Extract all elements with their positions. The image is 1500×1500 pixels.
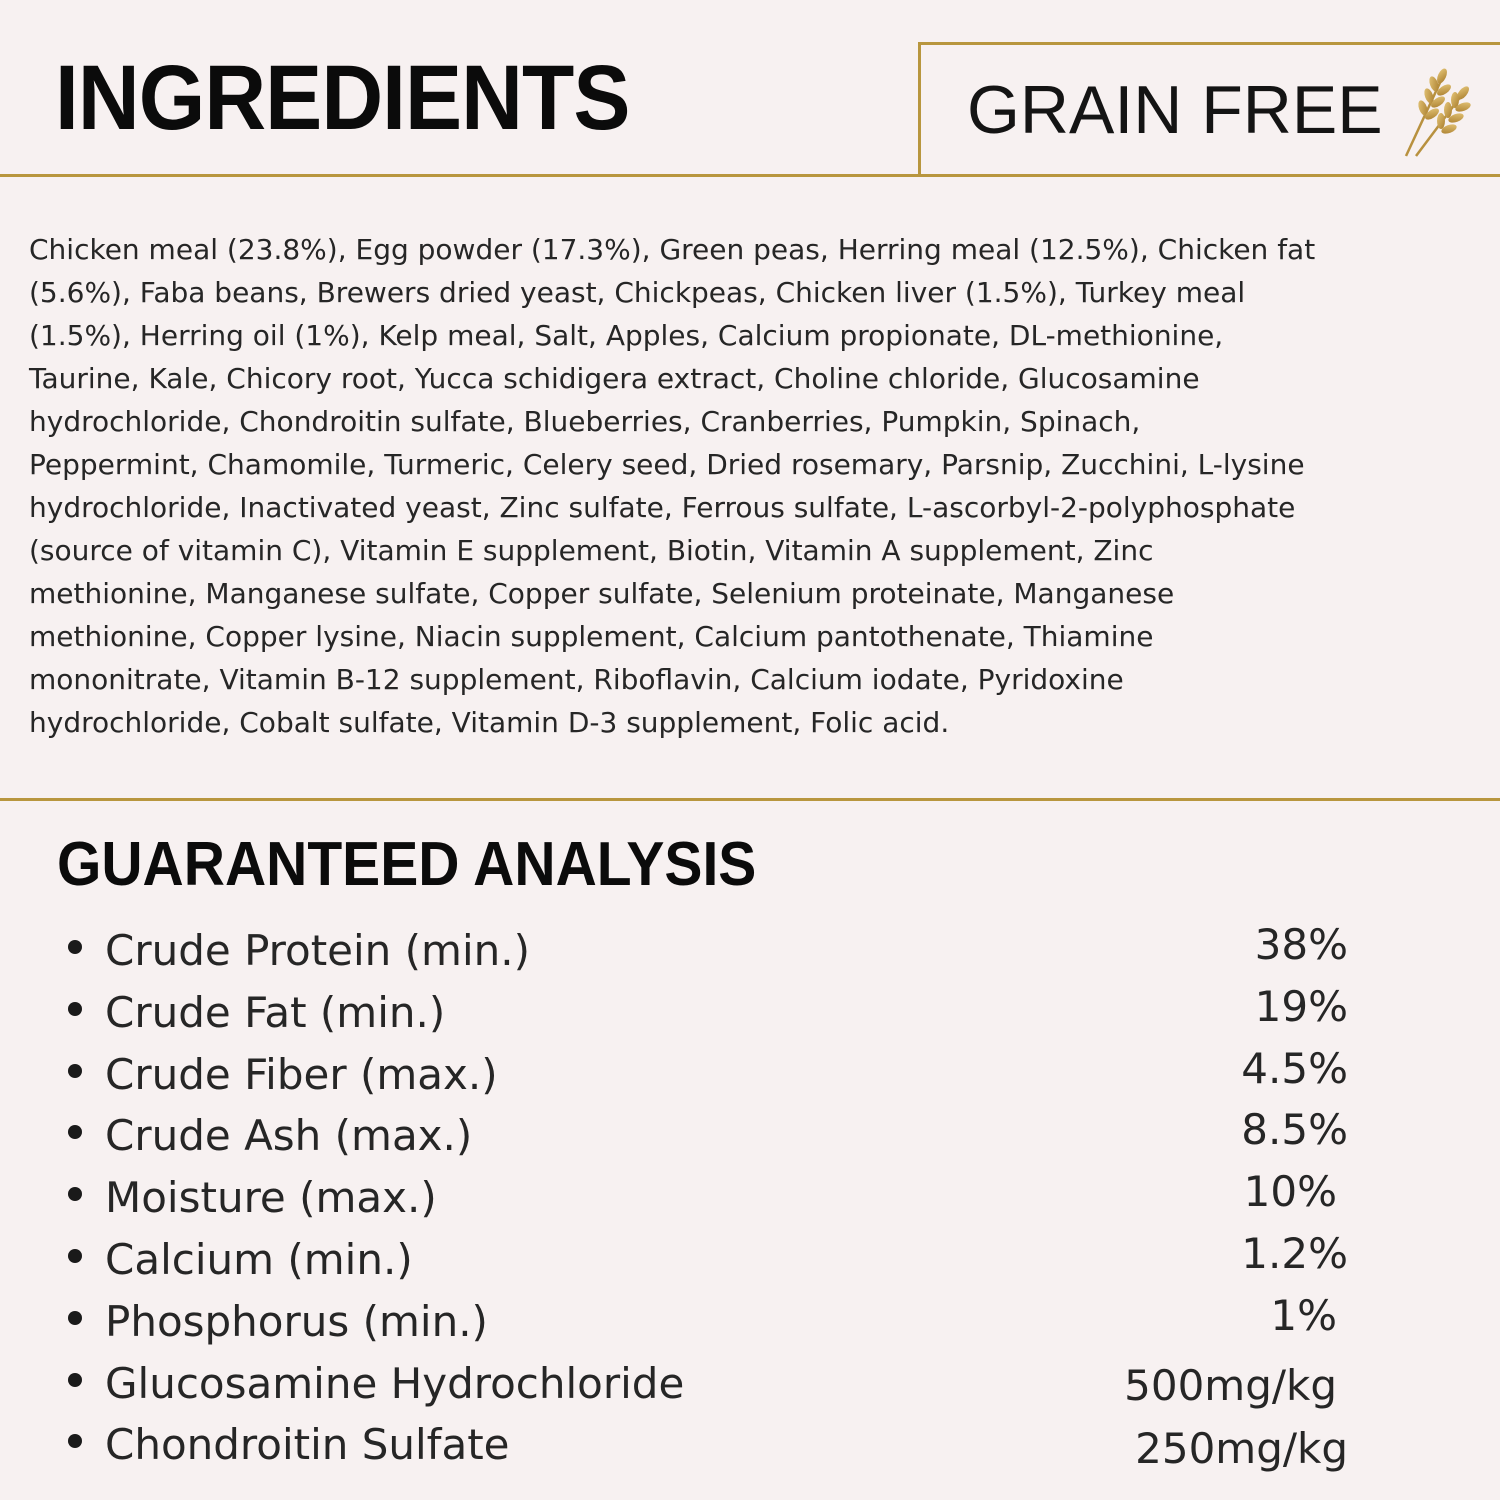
analysis-row [0,1289,1500,1351]
ingredients-line: hydrochloride, Cobalt sulfate, Vitamin D-3 supplement, Folic acid. [29,706,950,739]
analysis-row [0,1351,1500,1413]
ingredients-line: hydrochloride, Inactivated yeast, Zinc sulfate, Ferrous sulfate, L-ascorbyl-2-polyphosphate [29,491,1296,524]
analysis-value: 500mg/kg [1124,1360,1337,1410]
bullet-icon [68,940,82,954]
analysis-label: Crude Fiber (max.) [105,1049,498,1099]
ingredients-line: (source of vitamin C), Vitamin E supplement, Biotin, Vitamin A supplement, Zinc [29,534,1154,567]
analysis-value: 38% [1254,920,1348,969]
analysis-row [0,1227,1500,1289]
analysis-row [0,1042,1500,1104]
ingredients-line: mononitrate, Vitamin B-12 supplement, Riboflavin, Calcium iodate, Pyridoxine [29,663,1124,696]
header-bottom-rule [0,174,1500,177]
wheat-icon [1392,62,1472,158]
analysis-label: Calcium (min.) [105,1234,413,1284]
analysis-value: 250mg/kg [1135,1424,1348,1474]
analysis-value: 19% [1254,981,1348,1031]
ingredients-line: methionine, Manganese sulfate, Copper sulfate, Selenium proteinate, Manganese [29,577,1175,610]
analysis-value: 10% [1243,1167,1337,1217]
ingredients-title: INGREDIENTS [55,47,630,149]
section-divider [0,798,1500,801]
analysis-label: Crude Fat (min.) [105,987,446,1037]
ingredients-line: Taurine, Kale, Chicory root, Yucca schidigera extract, Choline chloride, Glucosamine [29,362,1200,395]
analysis-row [0,1165,1500,1227]
ingredients-line: Chicken meal (23.8%), Egg powder (17.3%), Green peas, Herring meal (12.5%), Chicken fat [29,233,1316,266]
analysis-value: 4.5% [1241,1043,1348,1093]
bullet-icon [68,1311,82,1325]
analysis-row [0,918,1500,980]
analysis-row [0,980,1500,1042]
ingredients-list [29,228,1494,744]
header-top-rule [920,42,1500,45]
ingredients-line: (5.6%), Faba beans, Brewers dried yeast, Chickpeas, Chicken liver (1.5%), Turkey meal [29,276,1246,309]
analysis-label: Crude Protein (min.) [105,926,530,975]
analysis-label: Glucosamine Hydrochloride [105,1358,685,1408]
bullet-icon [68,1125,82,1139]
bullet-icon [68,1434,82,1448]
bullet-icon [68,1187,82,1201]
analysis-label: Crude Ash (max.) [105,1111,473,1161]
analysis-list [0,918,1500,1474]
bullet-icon [68,1002,82,1016]
analysis-label: Phosphorus (min.) [105,1296,488,1346]
analysis-value: 1% [1270,1290,1337,1340]
ingredients-line: methionine, Copper lysine, Niacin supplement, Calcium pantothenate, Thiamine [29,620,1154,653]
grain-free-badge: GRAIN FREE [967,72,1383,148]
ingredients-line: hydrochloride, Chondroitin sulfate, Blueberries, Cranberries, Pumpkin, Spinach, [29,405,1141,438]
header-divider [918,42,921,176]
analysis-row [0,1412,1500,1474]
analysis-title: GUARANTEED ANALYSIS [57,830,757,899]
analysis-value: 8.5% [1241,1105,1348,1155]
analysis-row [0,1103,1500,1165]
bullet-icon [68,1373,82,1387]
analysis-label: Chondroitin Sulfate [105,1420,510,1470]
analysis-value: 1.2% [1241,1228,1348,1278]
ingredients-line: Peppermint, Chamomile, Turmeric, Celery seed, Dried rosemary, Parsnip, Zucchini, L-lysine [29,448,1305,481]
bullet-icon [68,1249,82,1263]
bullet-icon [68,1064,82,1078]
ingredients-line: (1.5%), Herring oil (1%), Kelp meal, Salt, Apples, Calcium propionate, DL-methionine, [29,319,1224,352]
analysis-label: Moisture (max.) [105,1173,437,1223]
